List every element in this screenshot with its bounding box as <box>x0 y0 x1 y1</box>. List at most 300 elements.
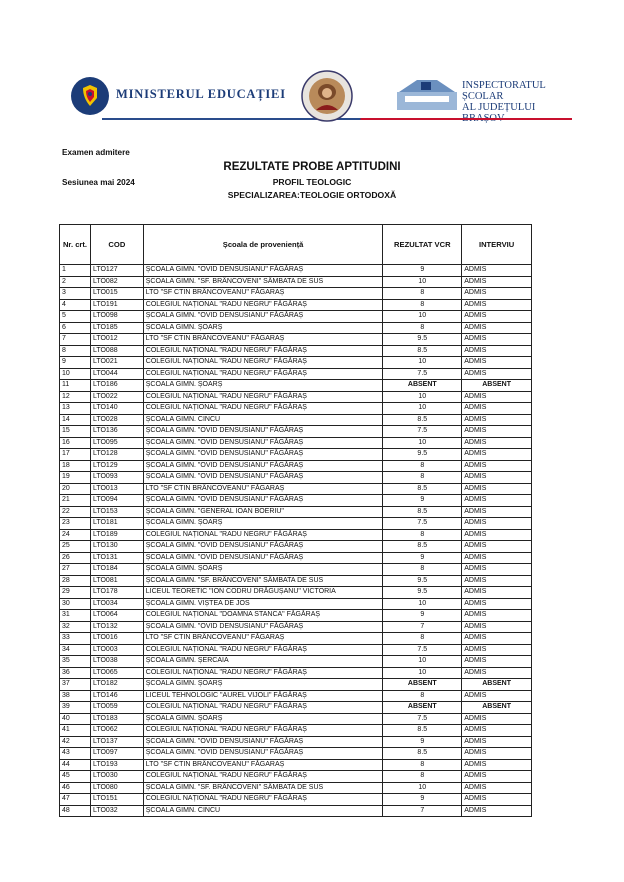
row-number: 43 <box>60 748 91 760</box>
school-name: COLEGIUL NAȚIONAL "RADU NEGRU" FĂGĂRAȘ <box>143 644 383 656</box>
row-number: 25 <box>60 541 91 553</box>
candidate-code: LTO044 <box>90 368 143 380</box>
row-number: 45 <box>60 771 91 783</box>
school-seal <box>301 70 353 122</box>
vcr-result: 8 <box>383 759 462 771</box>
row-number: 40 <box>60 713 91 725</box>
vcr-result: 10 <box>383 391 462 403</box>
school-name: ȘCOALA GIMN. "OVID DENSUSIANU" FĂGĂRAȘ <box>143 748 383 760</box>
school-name: COLEGIUL NAȚIONAL "RADU NEGRU" FĂGĂRAȘ <box>143 725 383 737</box>
row-number: 12 <box>60 391 91 403</box>
candidate-code: LTO012 <box>90 334 143 346</box>
school-name: ȘCOALA GIMN. "OVID DENSUSIANU" FĂGĂRAȘ <box>143 460 383 472</box>
document-header <box>70 70 570 122</box>
vcr-result: 7.5 <box>383 713 462 725</box>
school-name: ȘCOALA GIMN. "OVID DENSUSIANU" FĂGĂRAȘ <box>143 472 383 484</box>
table-row <box>60 288 532 300</box>
vcr-result: 9.5 <box>383 587 462 599</box>
vcr-result: 7 <box>383 805 462 817</box>
col-header-cod: COD <box>90 225 143 265</box>
table-row <box>60 748 532 760</box>
vcr-result: 10 <box>383 276 462 288</box>
table-row <box>60 276 532 288</box>
interview-result: ADMIS <box>462 483 532 495</box>
candidate-code: LTO064 <box>90 610 143 622</box>
interview-result: ADMIS <box>462 759 532 771</box>
school-name: ȘCOALA GIMN. "OVID DENSUSIANU" FĂGĂRAȘ <box>143 265 383 277</box>
col-header-school: Școala de proveniență <box>143 225 383 265</box>
table-row <box>60 472 532 484</box>
row-number: 5 <box>60 311 91 323</box>
vcr-result: 9 <box>383 495 462 507</box>
table-row <box>60 690 532 702</box>
table-row <box>60 725 532 737</box>
candidate-code: LTO185 <box>90 322 143 334</box>
vcr-result: 9 <box>383 736 462 748</box>
interview-result: ABSENT <box>462 380 532 392</box>
interview-result: ADMIS <box>462 276 532 288</box>
row-number: 18 <box>60 460 91 472</box>
table-row <box>60 483 532 495</box>
interview-result: ADMIS <box>462 426 532 438</box>
row-number: 41 <box>60 725 91 737</box>
school-name: ȘCOALA GIMN. ȘOARȘ <box>143 679 383 691</box>
row-number: 46 <box>60 782 91 794</box>
vcr-result: 10 <box>383 311 462 323</box>
exam-label: Examen admitere <box>62 148 130 157</box>
vcr-result: 9 <box>383 552 462 564</box>
interview-result: ADMIS <box>462 598 532 610</box>
vcr-result: 10 <box>383 357 462 369</box>
interview-result: ADMIS <box>462 575 532 587</box>
interview-result: ADMIS <box>462 610 532 622</box>
candidate-code: LTO131 <box>90 552 143 564</box>
interview-result: ABSENT <box>462 702 532 714</box>
candidate-code: LTO030 <box>90 771 143 783</box>
vcr-result: 8.5 <box>383 748 462 760</box>
school-name: ȘCOALA GIMN. CINCU <box>143 414 383 426</box>
candidate-code: LTO095 <box>90 437 143 449</box>
candidate-code: LTO065 <box>90 667 143 679</box>
table-row <box>60 794 532 806</box>
candidate-code: LTO098 <box>90 311 143 323</box>
school-name: LICEUL TEHNOLOGIC "AUREL VIJOLI" FĂGĂRAȘ <box>143 690 383 702</box>
table-row <box>60 621 532 633</box>
row-number: 48 <box>60 805 91 817</box>
row-number: 6 <box>60 322 91 334</box>
vcr-result: 8 <box>383 564 462 576</box>
candidate-code: LTO183 <box>90 713 143 725</box>
interview-result: ADMIS <box>462 518 532 530</box>
interview-result: ADMIS <box>462 449 532 461</box>
school-name: ȘCOALA GIMN. "OVID DENSUSIANU" FĂGĂRAȘ <box>143 736 383 748</box>
table-row <box>60 736 532 748</box>
table-row <box>60 713 532 725</box>
school-name: ȘCOALA GIMN. ȘERCAIA <box>143 656 383 668</box>
school-name: ȘCOALA GIMN. ȘOARȘ <box>143 564 383 576</box>
candidate-code: LTO132 <box>90 621 143 633</box>
row-number: 8 <box>60 345 91 357</box>
vcr-result: 8.5 <box>383 414 462 426</box>
table-row <box>60 610 532 622</box>
row-number: 19 <box>60 472 91 484</box>
interview-result: ADMIS <box>462 633 532 645</box>
school-name: COLEGIUL NAȚIONAL "RADU NEGRU" FĂGĂRAȘ <box>143 667 383 679</box>
candidate-code: LTO003 <box>90 644 143 656</box>
interview-result: ADMIS <box>462 587 532 599</box>
school-name: ȘCOALA GIMN. "OVID DENSUSIANU" FĂGĂRAȘ <box>143 437 383 449</box>
table-row <box>60 575 532 587</box>
vcr-result: 8 <box>383 633 462 645</box>
vcr-result: 8 <box>383 690 462 702</box>
table-row <box>60 702 532 714</box>
specialization-title: SPECIALIZAREA:TEOLOGIE ORTODOXĂ <box>227 190 397 200</box>
candidate-code: LTO129 <box>90 460 143 472</box>
vcr-result: 9.5 <box>383 334 462 346</box>
table-body <box>60 265 532 817</box>
vcr-result: 8 <box>383 322 462 334</box>
candidate-code: LTO022 <box>90 391 143 403</box>
interview-result: ADMIS <box>462 656 532 668</box>
interview-result: ADMIS <box>462 771 532 783</box>
page-title: REZULTATE PROBE APTITUDINI <box>223 161 401 173</box>
school-name: ȘCOALA GIMN. "GENERAL IOAN BOERIU" <box>143 506 383 518</box>
school-name: COLEGIUL NAȚIONAL "RADU NEGRU" FĂGĂRAȘ <box>143 702 383 714</box>
table-row <box>60 506 532 518</box>
vcr-result: 8.5 <box>383 541 462 553</box>
school-name: COLEGIUL NAȚIONAL "RADU NEGRU" FĂGĂRAȘ <box>143 771 383 783</box>
interview-result: ADMIS <box>462 736 532 748</box>
row-number: 17 <box>60 449 91 461</box>
interview-result: ADMIS <box>462 644 532 656</box>
vcr-result: 7.5 <box>383 426 462 438</box>
interview-result: ADMIS <box>462 713 532 725</box>
school-name: ȘCOALA GIMN. "OVID DENSUSIANU" FĂGĂRAȘ <box>143 449 383 461</box>
school-name: ȘCOALA GIMN. "OVID DENSUSIANU" FĂGĂRAȘ <box>143 426 383 438</box>
table-row <box>60 759 532 771</box>
vcr-result: 9 <box>383 794 462 806</box>
row-number: 31 <box>60 610 91 622</box>
vcr-result: 7.5 <box>383 644 462 656</box>
candidate-code: LTO059 <box>90 702 143 714</box>
interview-result: ADMIS <box>462 621 532 633</box>
row-number: 26 <box>60 552 91 564</box>
row-number: 27 <box>60 564 91 576</box>
candidate-code: LTO015 <box>90 288 143 300</box>
vcr-result: 7.5 <box>383 368 462 380</box>
table-row <box>60 391 532 403</box>
school-name: LTO "SF CTIN BRÂNCOVEANU" FĂGARAȘ <box>143 483 383 495</box>
table-row <box>60 495 532 507</box>
row-number: 39 <box>60 702 91 714</box>
table-row <box>60 403 532 415</box>
interview-result: ADMIS <box>462 748 532 760</box>
school-name: ȘCOALA GIMN. ȘOARȘ <box>143 518 383 530</box>
candidate-code: LTO088 <box>90 345 143 357</box>
school-name: LTO "SF CTIN BRÂNCOVEANU" FĂGARAȘ <box>143 759 383 771</box>
table-row <box>60 414 532 426</box>
vcr-result: 8.5 <box>383 506 462 518</box>
row-number: 4 <box>60 299 91 311</box>
candidate-code: LTO082 <box>90 276 143 288</box>
inspectorate-line-2: AL JUDEȚULUI <box>462 102 536 113</box>
vcr-result: 9.5 <box>383 449 462 461</box>
interview-result: ABSENT <box>462 679 532 691</box>
school-name: COLEGIUL NAȚIONAL "RADU NEGRU" FĂGĂRAȘ <box>143 368 383 380</box>
interview-result: ADMIS <box>462 357 532 369</box>
table-row <box>60 345 532 357</box>
table-header-row <box>60 225 532 265</box>
row-number: 33 <box>60 633 91 645</box>
table-row <box>60 679 532 691</box>
interview-result: ADMIS <box>462 403 532 415</box>
candidate-code: LTO181 <box>90 518 143 530</box>
interview-result: ADMIS <box>462 414 532 426</box>
candidate-code: LTO153 <box>90 506 143 518</box>
school-name: ȘCOALA GIMN. ȘOARȘ <box>143 322 383 334</box>
school-name: ȘCOALA GIMN. "OVID DENSUSIANU" FĂGĂRAȘ <box>143 552 383 564</box>
school-name: COLEGIUL NAȚIONAL "RADU NEGRU" FĂGĂRAȘ <box>143 391 383 403</box>
table-row <box>60 644 532 656</box>
results-table <box>59 224 532 817</box>
table-row <box>60 299 532 311</box>
table-row <box>60 587 532 599</box>
interview-result: ADMIS <box>462 552 532 564</box>
school-name: ȘCOALA GIMN. "OVID DENSUSIANU" FĂGĂRAȘ <box>143 495 383 507</box>
candidate-code: LTO034 <box>90 598 143 610</box>
interview-result: ADMIS <box>462 529 532 541</box>
interview-result: ADMIS <box>462 564 532 576</box>
profile-title: PROFIL TEOLOGIC <box>272 177 352 187</box>
table-row <box>60 437 532 449</box>
interview-result: ADMIS <box>462 322 532 334</box>
school-name: COLEGIUL NAȚIONAL "RADU NEGRU" FĂGĂRAȘ <box>143 357 383 369</box>
row-number: 9 <box>60 357 91 369</box>
candidate-code: LTO146 <box>90 690 143 702</box>
table-row <box>60 322 532 334</box>
candidate-code: LTO191 <box>90 299 143 311</box>
school-name: ȘCOALA GIMN. VIȘTEA DE JOS <box>143 598 383 610</box>
vcr-result: 8 <box>383 288 462 300</box>
vcr-result: 10 <box>383 667 462 679</box>
table-row <box>60 334 532 346</box>
ministry-logo <box>70 70 286 122</box>
school-name: COLEGIUL NAȚIONAL "RADU NEGRU" FĂGĂRAȘ <box>143 529 383 541</box>
row-number: 44 <box>60 759 91 771</box>
row-number: 21 <box>60 495 91 507</box>
row-number: 23 <box>60 518 91 530</box>
col-header-vcr: REZULTAT VCR <box>383 225 462 265</box>
row-number: 20 <box>60 483 91 495</box>
ministry-name: MINISTERUL EDUCAȚIEI <box>116 87 286 101</box>
vcr-result: 8.5 <box>383 725 462 737</box>
candidate-code: LTO032 <box>90 805 143 817</box>
interview-result: ADMIS <box>462 265 532 277</box>
interview-result: ADMIS <box>462 794 532 806</box>
table-row <box>60 771 532 783</box>
interview-result: ADMIS <box>462 472 532 484</box>
school-name: COLEGIUL NAȚIONAL "RADU NEGRU" FĂGĂRAȘ <box>143 299 383 311</box>
row-number: 28 <box>60 575 91 587</box>
candidate-code: LTO062 <box>90 725 143 737</box>
candidate-code: LTO080 <box>90 782 143 794</box>
session-label: Sesiunea mai 2024 <box>62 178 135 187</box>
vcr-result: 10 <box>383 782 462 794</box>
interview-result: ADMIS <box>462 460 532 472</box>
ministry-emblem-icon <box>70 76 110 116</box>
inspectorate-line-1: INSPECTORATUL ȘCOLAR <box>462 80 546 102</box>
interview-result: ADMIS <box>462 725 532 737</box>
candidate-code: LTO184 <box>90 564 143 576</box>
interview-result: ADMIS <box>462 368 532 380</box>
vcr-result: 9 <box>383 265 462 277</box>
inspectorate-underline <box>458 118 568 120</box>
school-name: ȘCOALA GIMN. ȘOARȘ <box>143 713 383 725</box>
row-number: 16 <box>60 437 91 449</box>
vcr-result: 7 <box>383 621 462 633</box>
school-name: ȘCOALA GIMN. CINCU <box>143 805 383 817</box>
interview-result: ADMIS <box>462 345 532 357</box>
row-number: 38 <box>60 690 91 702</box>
interview-result: ADMIS <box>462 334 532 346</box>
vcr-result: 10 <box>383 598 462 610</box>
table-row <box>60 805 532 817</box>
school-name: COLEGIUL NAȚIONAL "RADU NEGRU" FĂGĂRAȘ <box>143 794 383 806</box>
vcr-result: 9 <box>383 610 462 622</box>
table-row <box>60 518 532 530</box>
table-row <box>60 380 532 392</box>
school-name: ȘCOALA GIMN. "OVID DENSUSIANU" FĂGĂRAȘ <box>143 541 383 553</box>
table-row <box>60 529 532 541</box>
vcr-result: 9.5 <box>383 575 462 587</box>
table-row <box>60 633 532 645</box>
vcr-result: 8 <box>383 529 462 541</box>
candidate-code: LTO136 <box>90 426 143 438</box>
row-number: 15 <box>60 426 91 438</box>
candidate-code: LTO130 <box>90 541 143 553</box>
row-number: 14 <box>60 414 91 426</box>
row-number: 13 <box>60 403 91 415</box>
vcr-result: 8.5 <box>383 345 462 357</box>
inspectorate-logo-icon <box>395 76 459 112</box>
candidate-code: LTO178 <box>90 587 143 599</box>
table-row <box>60 311 532 323</box>
vcr-result: ABSENT <box>383 702 462 714</box>
table-row <box>60 541 532 553</box>
table-row <box>60 368 532 380</box>
interview-result: ADMIS <box>462 288 532 300</box>
table-row <box>60 426 532 438</box>
school-name: ȘCOALA GIMN. "SF. BRÂNCOVENI" SÂMBATA DE SUS <box>143 276 383 288</box>
vcr-result: 10 <box>383 437 462 449</box>
vcr-result: 10 <box>383 656 462 668</box>
candidate-code: LTO016 <box>90 633 143 645</box>
interview-result: ADMIS <box>462 391 532 403</box>
vcr-result: 10 <box>383 403 462 415</box>
interview-result: ADMIS <box>462 541 532 553</box>
vcr-result: 8 <box>383 299 462 311</box>
row-number: 29 <box>60 587 91 599</box>
school-name: LICEUL TEORETIC "ION CODRU DRĂGUȘANU" VICTORIA <box>143 587 383 599</box>
candidate-code: LTO094 <box>90 495 143 507</box>
school-name: ȘCOALA GIMN. "SF. BRÂNCOVENI" SÂMBATA DE SUS <box>143 782 383 794</box>
col-header-nr: Nr. crt. <box>60 225 91 265</box>
row-number: 22 <box>60 506 91 518</box>
table-row <box>60 449 532 461</box>
school-name: COLEGIUL NAȚIONAL "RADU NEGRU" FĂGĂRAȘ <box>143 403 383 415</box>
row-number: 47 <box>60 794 91 806</box>
row-number: 2 <box>60 276 91 288</box>
candidate-code: LTO097 <box>90 748 143 760</box>
row-number: 30 <box>60 598 91 610</box>
row-number: 7 <box>60 334 91 346</box>
vcr-result: 7.5 <box>383 518 462 530</box>
table-row <box>60 667 532 679</box>
candidate-code: LTO093 <box>90 472 143 484</box>
interview-result: ADMIS <box>462 311 532 323</box>
table-row <box>60 656 532 668</box>
school-name: ȘCOALA GIMN. "OVID DENSUSIANU" FĂGĂRAȘ <box>143 621 383 633</box>
interview-result: ADMIS <box>462 299 532 311</box>
row-number: 37 <box>60 679 91 691</box>
table-row <box>60 460 532 472</box>
candidate-code: LTO021 <box>90 357 143 369</box>
candidate-code: LTO013 <box>90 483 143 495</box>
candidate-code: LTO186 <box>90 380 143 392</box>
vcr-result: 8 <box>383 472 462 484</box>
row-number: 34 <box>60 644 91 656</box>
interview-result: ADMIS <box>462 495 532 507</box>
school-name: LTO "SF CTIN BRÂNCOVEANU" FĂGARAȘ <box>143 633 383 645</box>
row-number: 35 <box>60 656 91 668</box>
row-number: 36 <box>60 667 91 679</box>
row-number: 42 <box>60 736 91 748</box>
row-number: 32 <box>60 621 91 633</box>
candidate-code: LTO028 <box>90 414 143 426</box>
row-number: 1 <box>60 265 91 277</box>
table-row <box>60 265 532 277</box>
school-name: ȘCOALA GIMN. "OVID DENSUSIANU" FĂGĂRAȘ <box>143 311 383 323</box>
row-number: 3 <box>60 288 91 300</box>
candidate-code: LTO182 <box>90 679 143 691</box>
candidate-code: LTO193 <box>90 759 143 771</box>
row-number: 11 <box>60 380 91 392</box>
vcr-result: 8.5 <box>383 483 462 495</box>
candidate-code: LTO137 <box>90 736 143 748</box>
row-number: 24 <box>60 529 91 541</box>
vcr-result: ABSENT <box>383 380 462 392</box>
interview-result: ADMIS <box>462 690 532 702</box>
candidate-code: LTO189 <box>90 529 143 541</box>
candidate-code: LTO127 <box>90 265 143 277</box>
table-row <box>60 564 532 576</box>
vcr-result: 8 <box>383 460 462 472</box>
candidate-code: LTO140 <box>90 403 143 415</box>
school-name: ȘCOALA GIMN. ȘOARȘ <box>143 380 383 392</box>
school-name: LTO "SF CTIN BRÂNCOVEANU" FĂGARAȘ <box>143 334 383 346</box>
candidate-code: LTO128 <box>90 449 143 461</box>
interview-result: ADMIS <box>462 667 532 679</box>
row-number: 10 <box>60 368 91 380</box>
school-name: ȘCOALA GIMN. "SF. BRÂNCOVENI" SÂMBATA DE SUS <box>143 575 383 587</box>
table-row <box>60 598 532 610</box>
interview-result: ADMIS <box>462 437 532 449</box>
vcr-result: ABSENT <box>383 679 462 691</box>
school-name: LTO "SF CTIN BRÂNCOVEANU" FĂGARAȘ <box>143 288 383 300</box>
interview-result: ADMIS <box>462 506 532 518</box>
interview-result: ADMIS <box>462 805 532 817</box>
table-row <box>60 552 532 564</box>
